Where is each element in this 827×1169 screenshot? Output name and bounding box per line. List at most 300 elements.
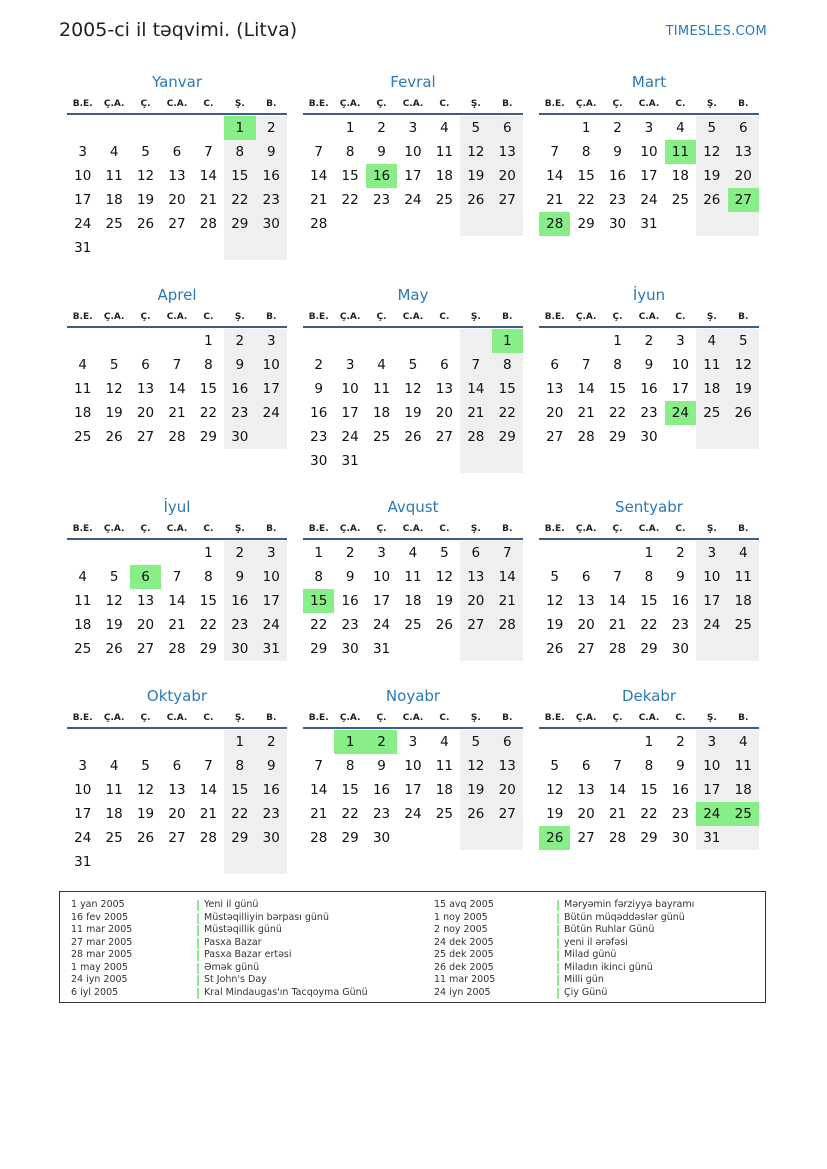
day-cell: 10 <box>74 168 92 184</box>
day-cell: 30 <box>310 453 328 469</box>
day-cell: 11 <box>435 758 453 774</box>
legend-marker <box>557 925 559 936</box>
weekday-header <box>539 94 759 112</box>
weekday-label: B. <box>502 524 513 534</box>
empty-cell <box>224 236 255 260</box>
month-name: May <box>397 286 429 304</box>
day-cell: 15 <box>640 782 658 798</box>
day-cell: 4 <box>440 734 449 750</box>
day-cell: 6 <box>550 357 559 373</box>
day-cell: 19 <box>728 377 759 401</box>
empty-cell <box>602 541 633 565</box>
day-cell: 23 <box>640 405 658 421</box>
day-cell: 21 <box>168 617 186 633</box>
day-cell: 8 <box>204 357 213 373</box>
empty-cell <box>303 116 334 140</box>
empty-cell <box>366 449 397 473</box>
day-cell: 28 <box>168 429 186 445</box>
day-cell: 23 <box>256 802 287 826</box>
legend-date: 27 mar 2005 <box>71 936 133 948</box>
weekday-label: B. <box>738 524 749 534</box>
weekday-label: C. <box>439 713 450 723</box>
day-cell: 19 <box>546 617 564 633</box>
holiday-day: 1 <box>334 730 365 754</box>
holiday-day: 27 <box>728 188 759 212</box>
day-cell: 17 <box>341 405 359 421</box>
empty-cell <box>429 449 460 473</box>
day-cell: 23 <box>224 401 255 425</box>
empty-cell <box>397 826 428 850</box>
legend-date: 15 avq 2005 <box>434 899 494 910</box>
weekday-header <box>303 307 523 325</box>
month-name: Mart <box>631 73 667 91</box>
day-cell: 29 <box>224 826 255 850</box>
legend-marker <box>197 963 199 974</box>
day-cell: 9 <box>256 754 287 778</box>
day-cell: 10 <box>671 357 689 373</box>
day-cell: 1 <box>204 545 213 561</box>
day-cell: 14 <box>199 168 217 184</box>
holiday-day: 24 <box>665 401 696 425</box>
day-cell: 9 <box>345 569 355 585</box>
day-cell: 5 <box>728 329 759 353</box>
day-cell: 20 <box>546 405 564 421</box>
weekday-label: B.E. <box>72 524 93 534</box>
day-cell: 11 <box>372 381 391 397</box>
empty-cell <box>492 449 523 473</box>
legend-marker <box>197 900 199 911</box>
empty-cell <box>193 730 224 754</box>
day-cell: 18 <box>105 192 123 208</box>
day-cell: 14 <box>168 381 186 397</box>
day-cell: 16 <box>671 593 689 609</box>
day-cell: 23 <box>310 429 328 445</box>
weekday-label: Ç. <box>612 99 623 109</box>
day-cell: 13 <box>546 381 564 397</box>
day-cell: 23 <box>224 613 255 637</box>
day-cell: 29 <box>199 429 217 445</box>
empty-cell <box>98 850 129 874</box>
day-cell: 15 <box>224 164 255 188</box>
day-grid <box>303 329 523 473</box>
day-cell: 2 <box>224 541 255 565</box>
day-cell: 1 <box>613 333 622 349</box>
day-cell: 2 <box>256 116 287 140</box>
month-name: Aprel <box>157 286 197 304</box>
day-cell: 12 <box>404 381 422 397</box>
day-cell: 15 <box>341 168 359 184</box>
weekday-label: Ç. <box>140 713 151 723</box>
weekday-label: Ç.A. <box>575 713 597 723</box>
empty-cell <box>696 637 727 661</box>
empty-cell <box>728 212 759 236</box>
weekday-label: B.E. <box>72 312 93 322</box>
day-cell: 20 <box>492 164 523 188</box>
weekday-header <box>303 708 523 726</box>
day-cell: 2 <box>314 357 323 373</box>
legend-holiday-name: Əmək günü <box>204 961 260 973</box>
day-cell: 15 <box>199 381 217 397</box>
empty-cell <box>728 425 759 449</box>
day-cell: 18 <box>671 168 689 184</box>
header-divider <box>303 538 523 540</box>
day-cell: 12 <box>460 754 491 778</box>
day-cell: 17 <box>256 377 287 401</box>
empty-cell <box>161 730 192 754</box>
day-cell: 5 <box>550 569 559 585</box>
weekday-label: C.A. <box>402 713 424 723</box>
day-cell: 10 <box>341 381 359 397</box>
day-cell: 14 <box>460 377 491 401</box>
day-cell: 28 <box>608 830 627 846</box>
day-cell: 31 <box>74 854 92 870</box>
day-cell: 30 <box>640 429 658 445</box>
day-cell: 4 <box>377 357 386 373</box>
legend-marker <box>557 900 559 911</box>
day-cell: 26 <box>136 216 155 232</box>
day-cell: 3 <box>256 541 287 565</box>
month-i̇yun <box>539 285 759 449</box>
day-cell: 3 <box>345 357 355 373</box>
day-cell: 31 <box>74 240 92 256</box>
day-cell: 13 <box>168 168 186 184</box>
day-cell: 1 <box>224 730 255 754</box>
day-cell: 3 <box>676 333 685 349</box>
month-name: Dekabr <box>621 687 677 705</box>
day-cell: 13 <box>577 782 595 798</box>
month-name: Sentyabr <box>615 498 683 516</box>
day-cell: 10 <box>256 565 287 589</box>
empty-cell <box>98 541 129 565</box>
day-cell: 17 <box>696 778 727 802</box>
day-cell: 27 <box>168 830 186 846</box>
empty-cell <box>303 730 334 754</box>
empty-cell <box>193 236 224 260</box>
weekday-label: Ç.A. <box>103 713 125 723</box>
day-cell: 14 <box>492 565 523 589</box>
day-cell: 30 <box>608 216 627 232</box>
weekday-label: C.A. <box>638 99 660 109</box>
day-cell: 21 <box>199 806 217 822</box>
day-cell: 10 <box>640 144 658 160</box>
day-cell: 26 <box>728 401 759 425</box>
day-cell: 18 <box>105 806 123 822</box>
day-cell: 3 <box>408 120 418 136</box>
day-cell: 19 <box>404 405 422 421</box>
day-cell: 26 <box>105 429 123 445</box>
day-cell: 1 <box>345 120 355 136</box>
day-cell: 7 <box>314 144 323 160</box>
empty-cell <box>665 425 696 449</box>
day-cell: 28 <box>460 425 491 449</box>
day-cell: 20 <box>136 617 155 633</box>
weekday-header <box>67 708 287 726</box>
day-cell: 3 <box>408 734 418 750</box>
day-cell: 13 <box>435 381 453 397</box>
day-cell: 8 <box>644 758 654 774</box>
weekday-label: C.A. <box>402 312 424 322</box>
weekday-label: Ş. <box>706 99 717 109</box>
day-cell: 8 <box>492 353 523 377</box>
day-cell: 3 <box>256 329 287 353</box>
day-cell: 15 <box>577 168 595 184</box>
day-cell: 6 <box>492 730 523 754</box>
holiday-day: 15 <box>303 589 334 613</box>
legend-holiday-name: Miladın ikinci günü <box>564 961 653 973</box>
empty-cell <box>570 329 601 353</box>
weekday-label: Ş. <box>470 99 481 109</box>
legend-marker <box>197 988 199 999</box>
legend-date: 16 fev 2005 <box>71 911 129 923</box>
day-cell: 28 <box>492 613 523 637</box>
brand-link[interactable]: TIMESLES.COM <box>665 24 767 39</box>
day-cell: 25 <box>728 613 759 637</box>
month-name: Fevral <box>390 73 436 91</box>
day-cell: 1 <box>644 734 654 750</box>
day-cell: 1 <box>581 120 591 136</box>
day-cell: 12 <box>696 140 727 164</box>
day-cell: 28 <box>310 830 328 846</box>
day-cell: 3 <box>644 120 654 136</box>
day-cell: 14 <box>168 593 186 609</box>
month-i̇yul <box>67 497 287 661</box>
day-cell: 9 <box>224 565 255 589</box>
weekday-label: Ç.A. <box>339 713 361 723</box>
day-cell: 17 <box>696 589 727 613</box>
day-cell: 13 <box>492 140 523 164</box>
legend-holiday-name: Pasxa Bazar <box>204 936 262 948</box>
day-cell: 30 <box>224 425 255 449</box>
day-cell: 16 <box>608 168 627 184</box>
weekday-label: Ç. <box>376 713 387 723</box>
day-cell: 7 <box>581 357 591 373</box>
day-cell: 11 <box>696 353 727 377</box>
day-cell: 19 <box>435 593 453 609</box>
day-cell: 11 <box>728 754 759 778</box>
day-cell: 13 <box>460 565 491 589</box>
legend-marker <box>557 913 559 924</box>
day-cell: 16 <box>224 589 255 613</box>
weekday-label: Ç. <box>612 713 623 723</box>
day-cell: 14 <box>310 782 328 798</box>
day-cell: 20 <box>728 164 759 188</box>
day-cell: 4 <box>440 120 449 136</box>
day-cell: 25 <box>372 429 391 445</box>
day-grid <box>539 730 759 850</box>
empty-cell <box>397 212 428 236</box>
weekday-label: Ç.A. <box>575 312 597 322</box>
day-cell: 7 <box>204 758 213 774</box>
day-cell: 24 <box>256 401 287 425</box>
month-aprel <box>67 285 287 449</box>
day-cell: 5 <box>141 144 150 160</box>
weekday-label: Ç. <box>612 524 623 534</box>
empty-cell <box>366 212 397 236</box>
day-cell: 23 <box>372 806 391 822</box>
weekday-label: Ç.A. <box>103 524 125 534</box>
empty-cell <box>130 236 161 260</box>
empty-cell <box>161 116 192 140</box>
day-cell: 8 <box>613 357 622 373</box>
legend-holiday-name: Milli gün <box>564 974 604 985</box>
empty-cell <box>460 212 491 236</box>
weekday-label: C. <box>203 713 214 723</box>
holiday-day: 1 <box>492 329 523 353</box>
holiday-day: 24 <box>696 802 727 826</box>
day-cell: 7 <box>613 758 622 774</box>
legend-holiday-name: Məryəmin fərziyyə bayramı <box>564 899 695 910</box>
weekday-label: B. <box>266 524 277 534</box>
empty-cell <box>303 329 334 353</box>
empty-cell <box>256 850 287 874</box>
day-cell: 12 <box>105 593 123 609</box>
weekday-label: Ç.A. <box>339 312 361 322</box>
day-cell: 24 <box>256 613 287 637</box>
day-cell: 17 <box>404 168 422 184</box>
day-cell: 30 <box>256 212 287 236</box>
day-cell: 18 <box>74 617 92 633</box>
day-cell: 29 <box>492 425 523 449</box>
empty-cell <box>67 116 98 140</box>
empty-cell <box>539 541 570 565</box>
day-grid <box>539 329 759 449</box>
month-avqust <box>303 497 523 661</box>
weekday-label: C. <box>439 524 450 534</box>
day-cell: 21 <box>546 192 564 208</box>
day-cell: 5 <box>141 758 150 774</box>
weekday-label: B.E. <box>544 524 565 534</box>
month-name: İyun <box>632 286 666 304</box>
day-cell: 30 <box>256 826 287 850</box>
day-cell: 29 <box>577 216 595 232</box>
day-cell: 7 <box>172 357 182 373</box>
month-sentyabr <box>539 497 759 661</box>
day-cell: 14 <box>577 381 595 397</box>
month-name: Avqust <box>387 498 439 516</box>
day-cell: 7 <box>172 569 182 585</box>
empty-cell <box>429 212 460 236</box>
holiday-day: 25 <box>728 802 759 826</box>
day-cell: 20 <box>168 806 186 822</box>
weekday-label: B. <box>738 713 749 723</box>
day-cell: 31 <box>256 637 287 661</box>
day-cell: 8 <box>581 144 591 160</box>
day-cell: 23 <box>671 806 689 822</box>
day-cell: 11 <box>74 593 92 609</box>
empty-cell <box>460 826 491 850</box>
day-cell: 4 <box>676 120 685 136</box>
day-cell: 10 <box>74 782 92 798</box>
empty-cell <box>460 449 491 473</box>
day-cell: 26 <box>404 429 422 445</box>
month-mart <box>539 72 759 236</box>
day-cell: 17 <box>372 593 391 609</box>
day-cell: 15 <box>199 593 217 609</box>
weekday-label: Ş. <box>234 312 245 322</box>
day-cell: 9 <box>613 144 622 160</box>
day-cell: 20 <box>435 405 453 421</box>
day-grid <box>67 541 287 661</box>
empty-cell <box>193 116 224 140</box>
weekday-label: Ş. <box>706 312 717 322</box>
day-cell: 22 <box>341 192 359 208</box>
header-divider <box>67 538 287 540</box>
weekday-header <box>67 94 287 112</box>
day-cell: 20 <box>460 589 491 613</box>
day-cell: 12 <box>435 569 453 585</box>
empty-cell <box>492 826 523 850</box>
page-title: 2005-ci il təqvimi. (Litva) <box>59 19 298 41</box>
day-grid <box>303 730 523 850</box>
empty-cell <box>334 212 365 236</box>
month-noyabr <box>303 686 523 850</box>
empty-cell <box>539 329 570 353</box>
day-cell: 10 <box>404 758 422 774</box>
weekday-label: B.E. <box>544 713 565 723</box>
legend-date: 11 mar 2005 <box>434 974 496 985</box>
day-cell: 6 <box>460 541 491 565</box>
day-cell: 10 <box>696 565 727 589</box>
day-cell: 9 <box>676 758 685 774</box>
day-cell: 13 <box>728 140 759 164</box>
day-cell: 16 <box>256 164 287 188</box>
holiday-day: 1 <box>224 116 255 140</box>
day-cell: 17 <box>256 589 287 613</box>
day-cell: 14 <box>310 168 328 184</box>
empty-cell <box>130 730 161 754</box>
day-cell: 15 <box>608 381 627 397</box>
day-cell: 5 <box>109 357 119 373</box>
day-cell: 25 <box>696 401 727 425</box>
legend-date: 1 noy 2005 <box>434 911 488 923</box>
day-cell: 8 <box>204 569 213 585</box>
day-cell: 3 <box>78 144 87 160</box>
empty-cell <box>429 329 460 353</box>
empty-cell <box>67 730 98 754</box>
day-cell: 11 <box>404 569 422 585</box>
weekday-label: Ş. <box>234 524 245 534</box>
day-cell: 6 <box>141 357 150 373</box>
weekday-label: C.A. <box>166 312 188 322</box>
day-cell: 1 <box>204 333 213 349</box>
day-cell: 13 <box>577 593 595 609</box>
day-cell: 24 <box>372 617 391 633</box>
day-cell: 11 <box>435 144 453 160</box>
header-divider <box>67 326 287 328</box>
day-cell: 19 <box>105 405 123 421</box>
day-cell: 16 <box>640 381 658 397</box>
weekday-label: Ş. <box>706 713 717 723</box>
empty-cell <box>98 236 129 260</box>
day-cell: 7 <box>550 144 559 160</box>
day-cell: 22 <box>310 617 328 633</box>
weekday-label: C. <box>203 312 214 322</box>
day-cell: 2 <box>224 329 255 353</box>
day-cell: 26 <box>435 617 453 633</box>
day-cell: 29 <box>341 830 359 846</box>
day-cell: 3 <box>78 758 87 774</box>
empty-cell <box>570 730 601 754</box>
day-cell: 21 <box>310 806 328 822</box>
weekday-label: B.E. <box>308 524 329 534</box>
empty-cell <box>67 541 98 565</box>
legend-holiday-name: Bütün müqəddəslər günü <box>564 911 685 923</box>
day-cell: 21 <box>608 806 627 822</box>
day-cell: 9 <box>377 758 386 774</box>
day-cell: 22 <box>341 806 359 822</box>
day-cell: 6 <box>728 116 759 140</box>
weekday-label: B.E. <box>308 312 329 322</box>
